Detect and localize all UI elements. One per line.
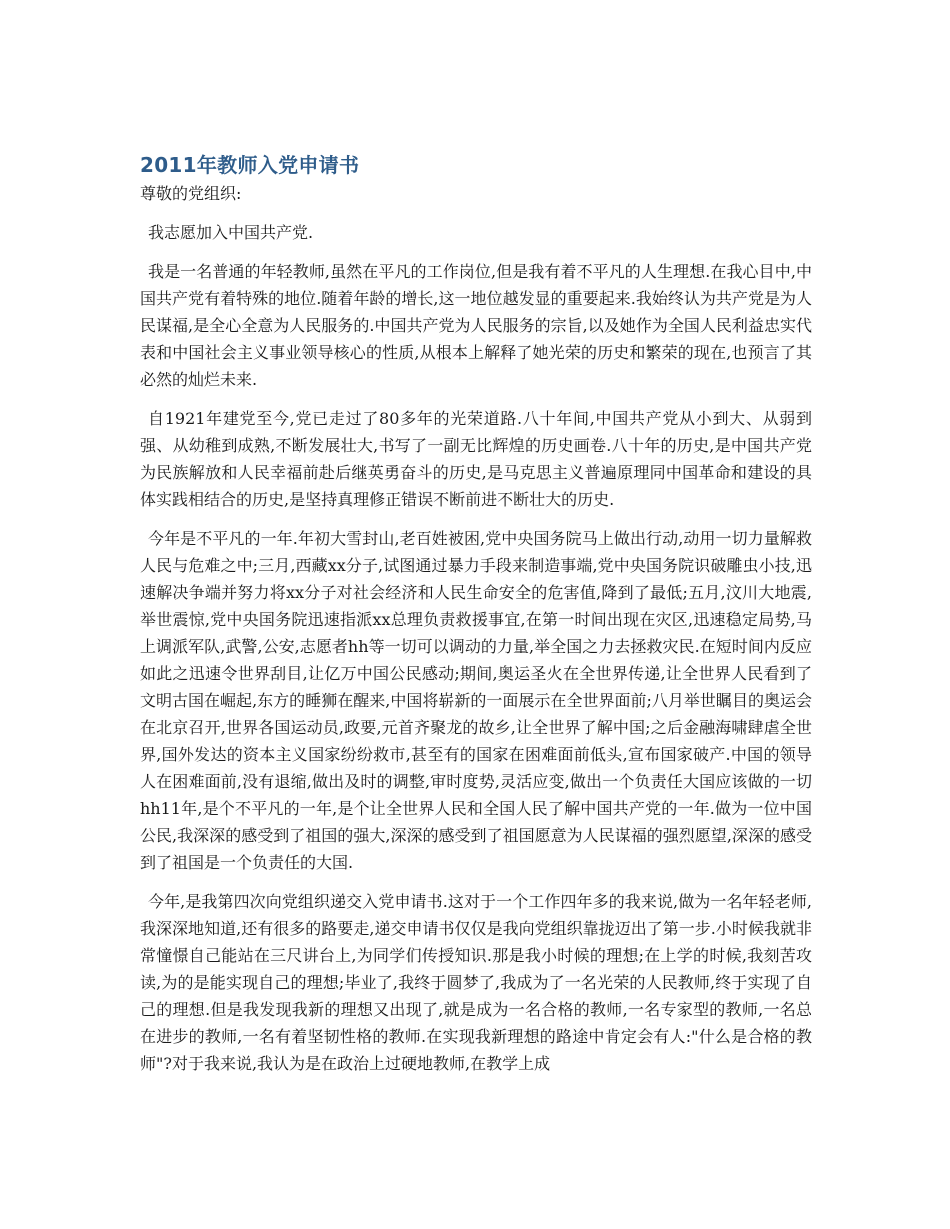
paragraph-ideal: 我是一名普通的年轻教师,虽然在平凡的工作岗位,但是我有着不平凡的人生理想.在我心目中,中国共产党有着特殊的地位.随着年龄的增长,这一地位越发显的重要起来.我始终认为共产党是为人民谋福,是全心全意为人民服务的.中国共产党为人民服务的宗旨,以及她作为全国人民利益忠实代表和中国社会主义事业领导核心的性质,从根本上解释了她光荣的历史和繁荣的现在,也预言了其必然的灿烂未来. — [140, 262, 812, 389]
paragraph-this-year: 今年是不平凡的一年.年初大雪封山,老百姓被困,党中央国务院马上做出行动,动用一切力量解救人民与危难之中;三月,西藏xx分子,试图通过暴力手段来制造事端,党中央国务院识破雕虫小技,迅速解决争端并努力将xx分子对社会经济和人民生命安全的危害值,降到了最低;五月,汶川大地震,举世震惊,党中央国务院迅速指派xx总理负责救援事宜,在第一时间出现在灾区,迅速稳定局势,马上调派军队,武警,公安,志愿者hh等一切可以调动的力量,举全国之力去拯救灾民.在短时间内反应如此之迅速令世界刮目,让亿万中国公民感动;期间,奥运圣火在全世界传递,让全世界人民看到了文明古国在崛起,东方的睡狮在醒来,中国将崭新的一面展示在全世界面前;八月举世瞩目的奥运会在北京召开,世界各国运动员,政要,元首齐聚龙的故乡,让全世界了解中国;之后金融海啸肆虐全世界,国外发达的资本主义国家纷纷救市,甚至有的国家在困难面前低头,宣布国家破产.中国的领导人在困难面前,没有退缩,做出及时的调整,审时度势,灵活应变,做出一个负责任大国应该做的一切hh11年,是个不平凡的一年,是个让全世界人民和全国人民了解中国共产党的一年.做为一位中国公民,我深深的感受到了祖国的强大,深深的感受到了祖国愿意为人民谋福的强烈愿望,深深的感受到了祖国是一个负责任的大国. — [140, 529, 812, 872]
paragraph-history: 自1921年建党至今,党已走过了80多年的光荣道路.八十年间,中国共产党从小到大、从弱到强、从幼稚到成熟,不断发展壮大,书写了一副无比辉煌的历史画卷.八十年的历史,是中国共产党为民族解放和人民幸福前赴后继英勇奋斗的历史,是马克思主义普遍原理同中国革命和建设的具体实践相结合的历史,是坚持真理修正错误不断前进不断壮大的历史. — [140, 409, 812, 509]
paragraph-declaration: 我志愿加入中国共产党. — [148, 223, 314, 242]
document-page — [140, 150, 812, 1089]
document-title: 2011年教师入党申请书 — [140, 153, 360, 177]
salutation: 尊敬的党组织: — [140, 184, 242, 203]
paragraph-fourth-application: 今年,是我第四次向党组织递交入党申请书.这对于一个工作四年多的我来说,做为一名年轻老师,我深深地知道,还有很多的路要走,递交申请书仅仅是我向党组织靠拢迈出了第一步.小时候我就非常憧憬自己能站在三尺讲台上,为同学们传授知识.那是我小时候的理想;在上学的时候,我刻苦攻读,为的是能实现自己的理想;毕业了,我终于圆梦了,我成为了一名光荣的人民教师,终于实现了自己的理想.但是我发现我新的理想又出现了,就是成为一名合格的教师,一名专家型的教师,一名总在进步的教师,一名有着坚韧性格的教师.在实现我新理想的路途中肯定会有人:"什么是合格的教师"?对于我来说,我认为是在政治上过硬地教师,在教学上成 — [140, 892, 812, 1073]
